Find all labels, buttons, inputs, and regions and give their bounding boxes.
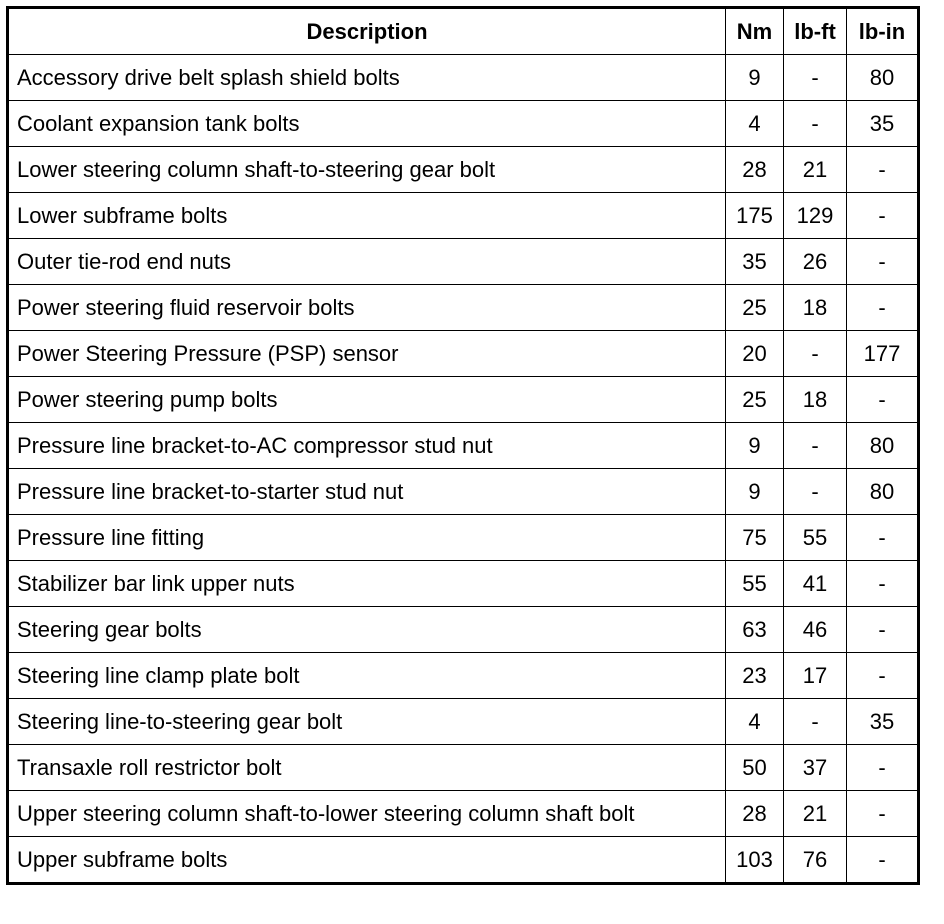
cell-lb-in: - xyxy=(847,745,919,791)
table-row xyxy=(8,837,919,884)
cell-lb-ft: - xyxy=(784,469,847,515)
cell-description: Steering line clamp plate bolt xyxy=(8,653,726,699)
cell-description: Steering gear bolts xyxy=(8,607,726,653)
torque-specifications-table xyxy=(6,6,920,885)
cell-description: Stabilizer bar link upper nuts xyxy=(8,561,726,607)
cell-nm: 55 xyxy=(726,561,784,607)
table-row xyxy=(8,147,919,193)
cell-nm: 28 xyxy=(726,791,784,837)
cell-nm: 35 xyxy=(726,239,784,285)
table-row xyxy=(8,515,919,561)
cell-lb-ft: 46 xyxy=(784,607,847,653)
table-row xyxy=(8,607,919,653)
cell-description: Accessory drive belt splash shield bolts xyxy=(8,55,726,101)
cell-lb-ft: 21 xyxy=(784,791,847,837)
cell-lb-in: 80 xyxy=(847,423,919,469)
cell-description: Upper steering column shaft-to-lower steering column shaft bolt xyxy=(8,791,726,837)
cell-nm: 103 xyxy=(726,837,784,884)
cell-description: Steering line-to-steering gear bolt xyxy=(8,699,726,745)
cell-lb-ft: - xyxy=(784,699,847,745)
cell-description: Lower subframe bolts xyxy=(8,193,726,239)
cell-lb-ft: 76 xyxy=(784,837,847,884)
cell-lb-ft: - xyxy=(784,331,847,377)
table-row xyxy=(8,561,919,607)
cell-nm: 4 xyxy=(726,101,784,147)
cell-lb-in: - xyxy=(847,515,919,561)
table-row xyxy=(8,377,919,423)
cell-nm: 9 xyxy=(726,423,784,469)
cell-lb-ft: - xyxy=(784,101,847,147)
cell-lb-ft: 41 xyxy=(784,561,847,607)
cell-description: Outer tie-rod end nuts xyxy=(8,239,726,285)
table-row xyxy=(8,745,919,791)
cell-lb-in: - xyxy=(847,791,919,837)
cell-nm: 75 xyxy=(726,515,784,561)
table-row xyxy=(8,791,919,837)
cell-lb-in: - xyxy=(847,193,919,239)
header-row xyxy=(8,8,919,55)
cell-lb-in: - xyxy=(847,607,919,653)
cell-lb-in: 177 xyxy=(847,331,919,377)
cell-nm: 20 xyxy=(726,331,784,377)
cell-description: Pressure line bracket-to-AC compressor stud nut xyxy=(8,423,726,469)
cell-nm: 175 xyxy=(726,193,784,239)
cell-description: Power steering pump bolts xyxy=(8,377,726,423)
cell-description: Coolant expansion tank bolts xyxy=(8,101,726,147)
cell-lb-ft: 18 xyxy=(784,377,847,423)
cell-lb-ft: 18 xyxy=(784,285,847,331)
cell-lb-ft: 26 xyxy=(784,239,847,285)
cell-description: Pressure line fitting xyxy=(8,515,726,561)
cell-lb-in: - xyxy=(847,239,919,285)
cell-nm: 9 xyxy=(726,469,784,515)
cell-lb-in: 35 xyxy=(847,699,919,745)
cell-nm: 63 xyxy=(726,607,784,653)
cell-description: Transaxle roll restrictor bolt xyxy=(8,745,726,791)
cell-description: Lower steering column shaft-to-steering gear bolt xyxy=(8,147,726,193)
cell-description: Upper subframe bolts xyxy=(8,837,726,884)
cell-lb-in: - xyxy=(847,653,919,699)
cell-nm: 4 xyxy=(726,699,784,745)
cell-nm: 50 xyxy=(726,745,784,791)
cell-lb-in: 35 xyxy=(847,101,919,147)
table-row xyxy=(8,101,919,147)
cell-description: Pressure line bracket-to-starter stud nut xyxy=(8,469,726,515)
cell-lb-ft: - xyxy=(784,423,847,469)
cell-nm: 25 xyxy=(726,285,784,331)
header-description: Description xyxy=(8,8,726,55)
cell-lb-in: - xyxy=(847,377,919,423)
table-row xyxy=(8,699,919,745)
cell-nm: 25 xyxy=(726,377,784,423)
cell-lb-in: - xyxy=(847,285,919,331)
table-body xyxy=(8,55,919,884)
cell-description: Power Steering Pressure (PSP) sensor xyxy=(8,331,726,377)
cell-lb-in: - xyxy=(847,837,919,884)
cell-nm: 9 xyxy=(726,55,784,101)
table-row xyxy=(8,55,919,101)
cell-lb-ft: 37 xyxy=(784,745,847,791)
table-row xyxy=(8,239,919,285)
cell-lb-ft: 17 xyxy=(784,653,847,699)
cell-description: Power steering fluid reservoir bolts xyxy=(8,285,726,331)
cell-lb-ft: 21 xyxy=(784,147,847,193)
cell-nm: 23 xyxy=(726,653,784,699)
table-header xyxy=(8,8,919,55)
header-lb-in: lb-in xyxy=(847,8,919,55)
cell-lb-in: - xyxy=(847,147,919,193)
cell-lb-ft: - xyxy=(784,55,847,101)
cell-nm: 28 xyxy=(726,147,784,193)
cell-lb-in: 80 xyxy=(847,55,919,101)
table-row xyxy=(8,285,919,331)
table-row xyxy=(8,653,919,699)
table-row xyxy=(8,331,919,377)
header-nm: Nm xyxy=(726,8,784,55)
cell-lb-in: 80 xyxy=(847,469,919,515)
table-row xyxy=(8,193,919,239)
header-lb-ft: lb-ft xyxy=(784,8,847,55)
cell-lb-ft: 129 xyxy=(784,193,847,239)
cell-lb-in: - xyxy=(847,561,919,607)
cell-lb-ft: 55 xyxy=(784,515,847,561)
table-row xyxy=(8,469,919,515)
table-row xyxy=(8,423,919,469)
